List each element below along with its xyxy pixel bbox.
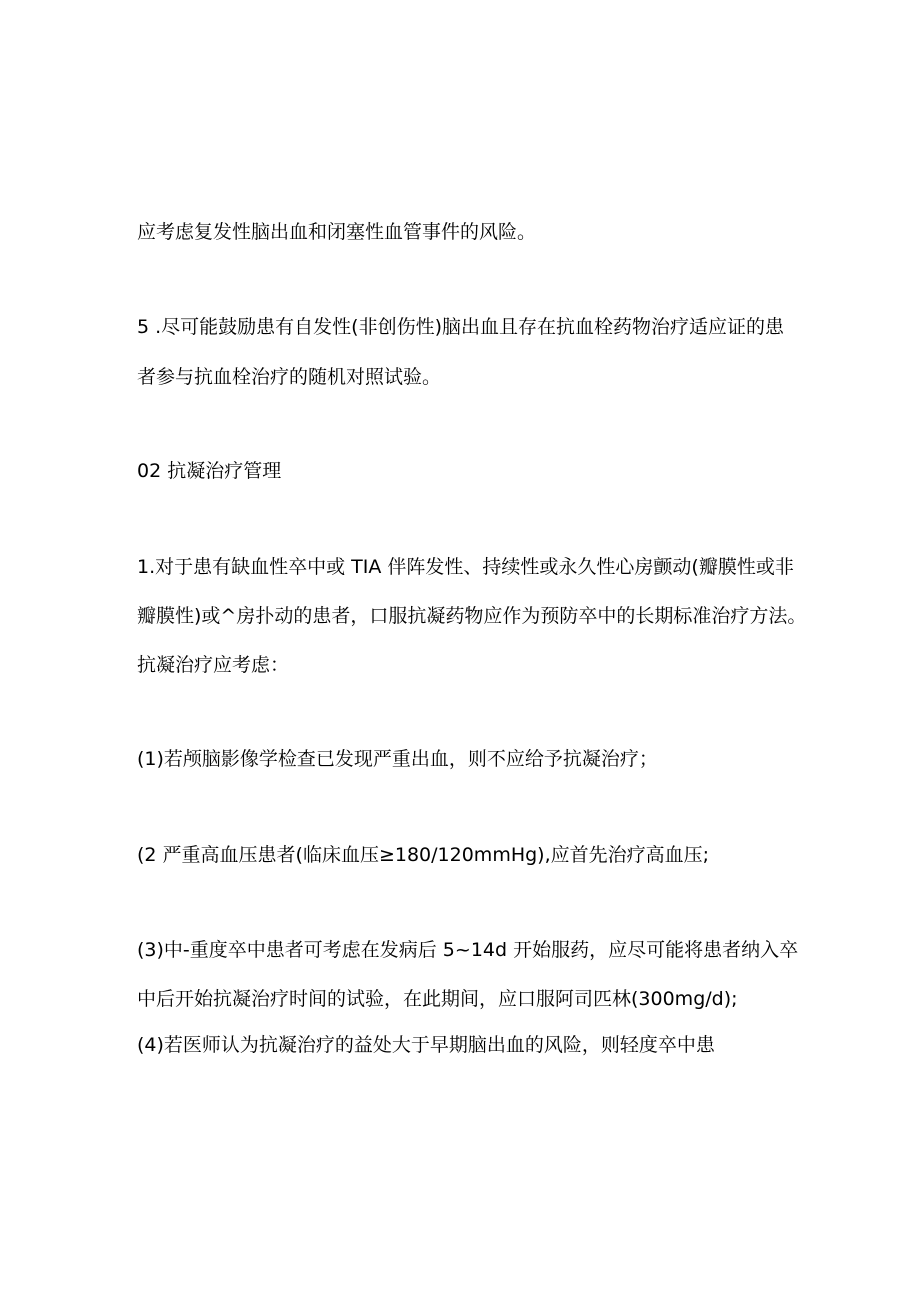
- paragraph-item-1-line-1: 1.对于患有缺血性卒中或 TIA 伴阵发性、持续性或永久性心房颤动(瓣膜性或非: [137, 556, 794, 578]
- section-heading-anticoagulation: 02 抗凝治疗管理: [137, 460, 282, 482]
- paragraph-item-5-line-1: 5 .尽可能鼓励患有自发性(非创伤性)脑出血且存在抗血栓药物治疗适应证的患: [137, 316, 784, 338]
- paragraph-item-1-line-2: 瓣膜性)或^房扑动的患者，口服抗凝药物应作为预防卒中的长期标准治疗方法。: [137, 605, 807, 627]
- paragraph-item-5-line-2: 者参与抗血栓治疗的随机对照试验。: [137, 366, 442, 388]
- paragraph-item-1-line-3: 抗凝治疗应考虑：: [137, 654, 290, 676]
- list-item-4-line-1: (4)若医师认为抗凝治疗的益处大于早期脑出血的风险，则轻度卒中患: [137, 1034, 715, 1056]
- list-item-3-line-1: (3)中-重度卒中患者可考虑在发病后 5~14d 开始服药，应尽可能将患者纳入卒: [137, 939, 799, 961]
- paragraph-recurrence-risk: 应考虑复发性脑出血和闭塞性血管事件的风险。: [137, 221, 537, 243]
- list-item-2: (2 严重高血压患者(临床血压≥180/120mmHg),应首先治疗高血压;: [137, 844, 710, 866]
- list-item-3-line-2: 中后开始抗凝治疗时间的试验，在此期间，应口服阿司匹林(300mg/d);: [137, 988, 738, 1010]
- list-item-1: (1)若颅脑影像学检查已发现严重出血，则不应给予抗凝治疗；: [137, 748, 658, 770]
